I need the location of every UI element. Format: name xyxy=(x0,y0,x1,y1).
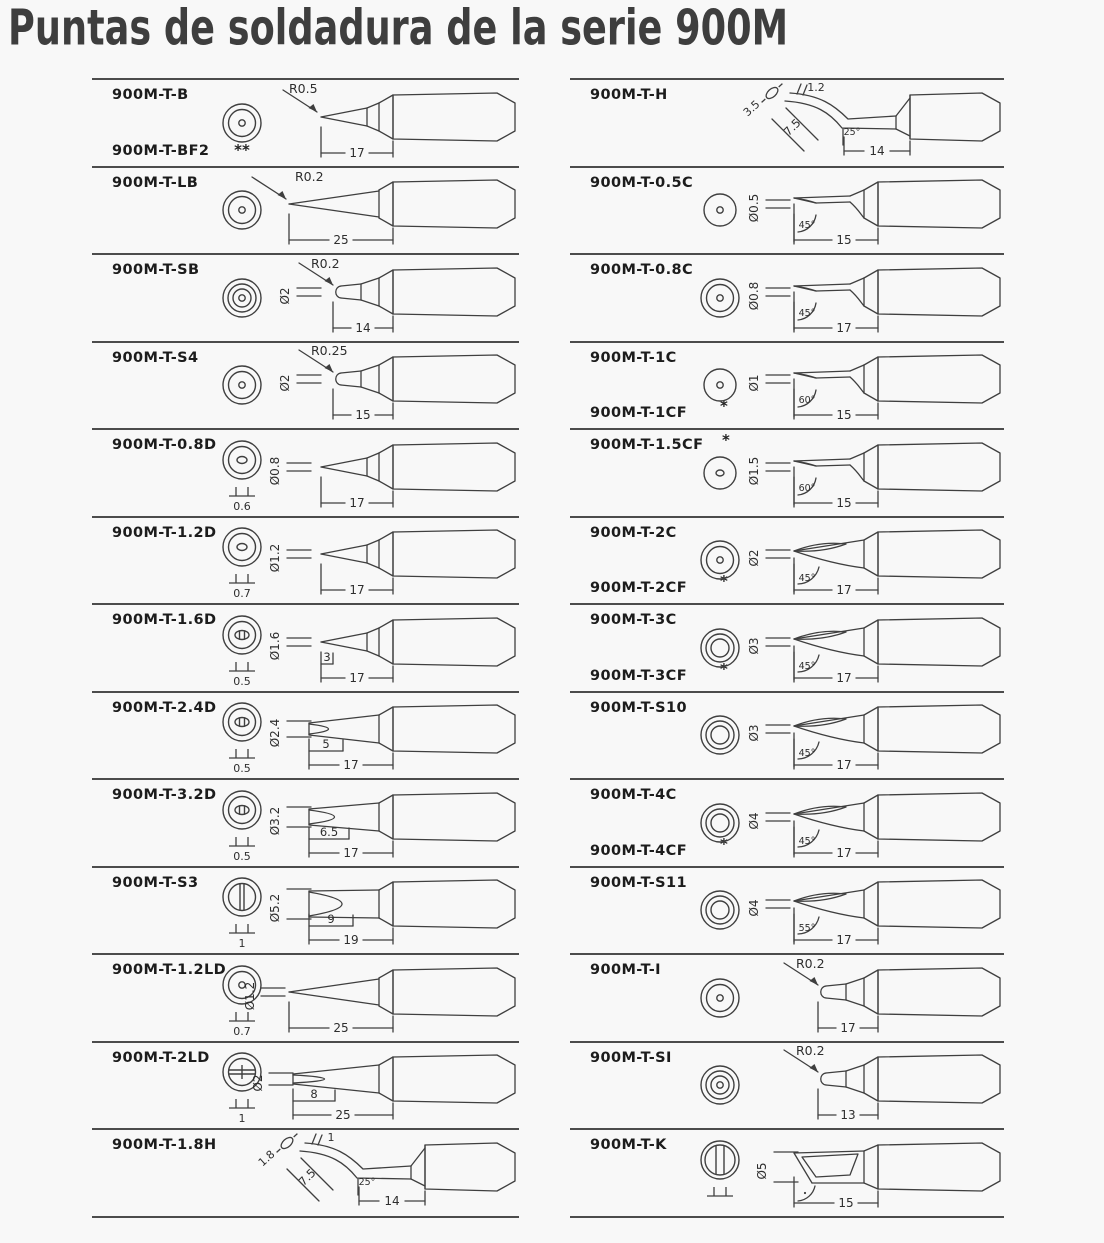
dim-angle: 25° xyxy=(358,1176,376,1188)
dim-tip-diameter: Ø4 xyxy=(747,812,761,830)
tip-side-drawing xyxy=(243,431,517,515)
model-label-2: 900M-T-2CF xyxy=(590,580,687,596)
tip-row xyxy=(570,428,1004,516)
model-label: 900M-T-S10 xyxy=(590,699,687,716)
tip-side-view xyxy=(243,1131,517,1215)
tip-side-view xyxy=(243,781,517,865)
model-label: 900M-T-1.5CF xyxy=(590,437,704,453)
tip-side-view xyxy=(728,431,1002,515)
tip-row xyxy=(570,778,1004,866)
tip-side-drawing xyxy=(728,956,1002,1040)
tip-row xyxy=(92,253,519,341)
tip-side-drawing xyxy=(243,81,517,165)
model-label: 900M-T-2.4D xyxy=(112,699,217,716)
tip-row xyxy=(92,78,519,166)
dim-tip-diameter: Ø1.2 xyxy=(243,981,257,1011)
tip-side-drawing xyxy=(728,606,1002,690)
asterisk-note: * xyxy=(720,659,728,678)
dim-angle: 60° xyxy=(798,395,816,407)
tip-row xyxy=(92,166,519,254)
tip-side-drawing xyxy=(728,1131,1002,1215)
dim-step: 6.5 xyxy=(319,824,339,839)
dim-length: 14 xyxy=(384,1193,400,1208)
tip-side-view xyxy=(728,1043,1002,1127)
asterisk-note: ** xyxy=(234,140,250,159)
tip-row xyxy=(570,953,1004,1041)
model-label-2: 900M-T-BF2 xyxy=(112,142,210,159)
tip-side-view xyxy=(243,431,517,515)
dim-tip-diameter: Ø2 xyxy=(747,549,761,567)
tip-side-view xyxy=(728,693,1002,777)
model-label: 900M-T-0.8C xyxy=(590,262,694,278)
model-label: 900M-T-S11 xyxy=(590,874,687,891)
dim-length: 19 xyxy=(343,933,359,948)
dim-tip-diameter: Ø1.2 xyxy=(268,543,282,573)
dim-tip-diameter: Ø2.4 xyxy=(268,718,282,748)
dim-tip-diameter: Ø1.5 xyxy=(747,456,761,486)
model-label-2: 900M-T-4CF xyxy=(590,842,687,859)
dim-angle: 45° xyxy=(798,835,816,847)
model-label: 900M-T-1.2D xyxy=(112,524,217,541)
dim-ellipse: 3.5 xyxy=(740,97,763,119)
tip-side-view xyxy=(243,256,517,340)
dim-step: 9 xyxy=(327,912,335,927)
tip-side-drawing xyxy=(243,1043,517,1127)
tip-width-dim-value: 0.7 xyxy=(233,587,251,600)
dim-length: 17 xyxy=(349,495,365,510)
tip-width-dim-value: 0.5 xyxy=(233,674,251,687)
dim-length: 17 xyxy=(343,845,359,860)
dim-length: 17 xyxy=(836,583,852,598)
model-label-2: 900M-T-3CF xyxy=(590,667,687,684)
dim-length: 25 xyxy=(333,233,349,248)
model-label: 900M-T-1.8H xyxy=(112,1137,217,1153)
dim-tip-diameter: Ø3.2 xyxy=(268,806,282,836)
model-label: 900M-T-I xyxy=(590,962,661,978)
tip-width-dim-value: 0.6 xyxy=(233,499,251,512)
dim-angle: 45° xyxy=(798,573,816,585)
tip-side-drawing xyxy=(728,168,1002,252)
tip-side-view xyxy=(243,693,517,777)
dim-tip-diameter: Ø4 xyxy=(747,899,761,917)
model-label: 900M-T-B xyxy=(112,87,189,103)
dim-tip-diameter: Ø2 xyxy=(278,374,292,392)
model-label: 900M-T-LB xyxy=(112,174,199,191)
dim-step: 5 xyxy=(322,737,330,752)
tip-row xyxy=(570,1128,1004,1216)
model-label: 900M-T-1.2LD xyxy=(112,962,227,978)
tip-row xyxy=(92,866,519,954)
tip-side-view xyxy=(728,606,1002,690)
tip-row xyxy=(570,166,1004,254)
dim-length: 15 xyxy=(836,408,852,423)
model-label-2: 900M-T-1CF xyxy=(590,405,687,421)
tip-side-view xyxy=(243,518,517,602)
dim-length: 17 xyxy=(343,758,359,773)
tip-side-view xyxy=(728,256,1002,340)
tip-side-drawing xyxy=(243,1131,517,1215)
tip-side-drawing xyxy=(728,518,1002,602)
tip-side-view xyxy=(728,168,1002,252)
tip-side-view xyxy=(243,956,517,1040)
tip-side-drawing xyxy=(728,343,1002,427)
tip-side-view xyxy=(728,1131,1002,1215)
tip-side-drawing xyxy=(243,868,517,952)
tip-row xyxy=(570,603,1004,691)
dim-angle: 45° xyxy=(798,220,816,232)
model-label: 900M-T-3.2D xyxy=(112,787,217,803)
tip-row xyxy=(570,691,1004,779)
dim-angle: 45° xyxy=(798,748,816,760)
tip-side-view xyxy=(243,606,517,690)
tip-row xyxy=(92,428,519,516)
model-label: 900M-T-0.5C xyxy=(590,174,694,191)
tip-row xyxy=(92,778,519,866)
tip-side-drawing xyxy=(728,256,1002,340)
model-label: 900M-T-SB xyxy=(112,262,200,278)
dim-tip-diameter: Ø2 xyxy=(251,1074,265,1092)
dim-radius: R0.2 xyxy=(796,1043,825,1059)
model-label: 900M-T-SI xyxy=(590,1049,672,1066)
tip-side-drawing xyxy=(243,693,517,777)
tip-row xyxy=(570,341,1004,429)
dim-ellipse: 1.8 xyxy=(255,1147,278,1169)
tip-side-drawing xyxy=(243,168,517,252)
tip-row xyxy=(92,603,519,691)
angle-dot xyxy=(804,1192,806,1194)
dim-tip-diameter: Ø3 xyxy=(747,724,761,742)
tip-side-view xyxy=(728,781,1002,865)
tip-side-drawing xyxy=(243,956,517,1040)
dim-step: 8 xyxy=(310,1087,318,1102)
tip-row xyxy=(92,1041,519,1129)
model-label: 900M-T-1C xyxy=(590,349,677,366)
dim-length: 15 xyxy=(838,1195,854,1210)
tip-table-left xyxy=(92,78,519,1218)
leader-arrow xyxy=(278,191,287,199)
tip-width-dim-value: 0.7 xyxy=(233,1024,251,1037)
tip-side-drawing xyxy=(728,781,1002,865)
leader-arrow xyxy=(325,364,334,372)
tip-side-view xyxy=(728,868,1002,952)
tip-width-dim-value: 0.5 xyxy=(233,849,251,862)
tip-side-drawing xyxy=(728,81,1002,165)
dim-segment: 7.5 xyxy=(295,1165,319,1189)
tip-row xyxy=(92,1128,519,1216)
dim-radius: R0.25 xyxy=(311,343,348,359)
dim-radius: R0.5 xyxy=(289,80,318,96)
dim-angle: 55° xyxy=(798,923,816,935)
tip-side-view xyxy=(728,518,1002,602)
dim-tip-diameter: Ø2 xyxy=(278,287,292,305)
model-label: 900M-T-1.6D xyxy=(112,612,217,628)
tip-side-drawing xyxy=(243,606,517,690)
dim-length: 17 xyxy=(349,583,365,598)
dim-tip-width: 1 xyxy=(327,1130,335,1144)
dim-length: 17 xyxy=(349,670,365,685)
dim-tip-diameter: Ø0.8 xyxy=(268,456,282,486)
dim-tip-diameter: Ø1.6 xyxy=(268,631,282,661)
dim-length: 14 xyxy=(355,320,371,335)
tip-side-drawing xyxy=(243,518,517,602)
model-label: 900M-T-S4 xyxy=(112,349,199,366)
model-label: 900M-T-2C xyxy=(590,524,677,541)
leader-arrow xyxy=(810,1064,819,1072)
dim-length: 15 xyxy=(355,408,371,423)
dim-length: 25 xyxy=(333,1020,349,1035)
tip-side-drawing xyxy=(728,868,1002,952)
dim-length: 17 xyxy=(836,320,852,335)
dim-tip-width: 1.2 xyxy=(807,80,825,94)
dim-length: 17 xyxy=(840,1020,856,1035)
model-label: 900M-T-S3 xyxy=(112,874,199,891)
dim-length: 15 xyxy=(836,495,852,510)
tip-side-view xyxy=(728,956,1002,1040)
tip-row xyxy=(570,253,1004,341)
tip-row xyxy=(570,78,1004,166)
dim-radius: R0.2 xyxy=(295,169,324,185)
tip-side-view xyxy=(243,168,517,252)
tip-width-dim-value: 1 xyxy=(238,937,246,950)
dim-length: 25 xyxy=(335,1108,351,1123)
page-title: Puntas de soldadura de la serie 900M xyxy=(8,0,789,58)
leader-arrow xyxy=(309,104,318,112)
dim-length: 17 xyxy=(836,670,852,685)
leader-arrow xyxy=(810,977,819,985)
dim-length: 17 xyxy=(836,933,852,948)
dim-radius: R0.2 xyxy=(796,955,825,971)
tip-row xyxy=(570,516,1004,604)
tip-side-view xyxy=(243,81,517,165)
model-label: 900M-T-2LD xyxy=(112,1049,210,1066)
tip-side-drawing xyxy=(243,343,517,427)
tip-side-drawing xyxy=(728,431,1002,515)
tip-side-view xyxy=(243,343,517,427)
tip-side-drawing xyxy=(728,1043,1002,1127)
model-label: 900M-T-0.8D xyxy=(112,437,217,453)
dim-angle: 45° xyxy=(798,307,816,319)
dim-length: 17 xyxy=(836,845,852,860)
dim-tip-diameter: Ø1 xyxy=(747,374,761,392)
model-label: 900M-T-K xyxy=(590,1137,667,1153)
dim-tip-diameter: Ø5.2 xyxy=(268,893,282,923)
tip-row xyxy=(92,691,519,779)
dim-length: 14 xyxy=(869,143,885,158)
dim-radius: R0.2 xyxy=(311,255,340,271)
tip-side-drawing xyxy=(728,693,1002,777)
dim-tip-diameter: Ø3 xyxy=(747,637,761,655)
tip-row xyxy=(570,1041,1004,1129)
tip-side-view xyxy=(728,343,1002,427)
leader-arrow xyxy=(325,277,334,285)
tip-table-right xyxy=(570,78,1004,1218)
tip-side-view xyxy=(728,81,1002,165)
dim-length: 17 xyxy=(349,145,365,160)
tip-row xyxy=(92,516,519,604)
tip-width-dim-value: 0.5 xyxy=(233,762,251,775)
asterisk-note: * xyxy=(722,431,730,449)
asterisk-note: * xyxy=(720,397,728,415)
model-label: 900M-T-4C xyxy=(590,787,677,803)
dim-length: 17 xyxy=(836,758,852,773)
tip-row xyxy=(92,953,519,1041)
dim-tip-diameter: Ø0.5 xyxy=(747,193,761,223)
dim-angle: 60° xyxy=(798,482,816,494)
dim-angle: 45° xyxy=(798,660,816,672)
dim-length: 13 xyxy=(840,1108,856,1123)
asterisk-note: * xyxy=(720,572,728,590)
tip-row xyxy=(92,341,519,429)
dim-length: 15 xyxy=(836,233,852,248)
dim-tip-diameter: Ø5 xyxy=(755,1162,769,1180)
tip-side-view xyxy=(243,868,517,952)
asterisk-note: * xyxy=(720,834,728,853)
tip-width-dim-value: 1 xyxy=(238,1112,246,1125)
tip-row xyxy=(570,866,1004,954)
tip-side-view xyxy=(243,1043,517,1127)
dim-tip-diameter: Ø0.8 xyxy=(747,281,761,311)
model-label: 900M-T-3C xyxy=(590,612,677,628)
model-label: 900M-T-H xyxy=(590,87,668,103)
tip-side-drawing xyxy=(243,256,517,340)
dim-angle: 25° xyxy=(843,126,861,138)
tip-side-drawing xyxy=(243,781,517,865)
dim-segment: 7.5 xyxy=(780,115,804,139)
dim-step: 3 xyxy=(323,649,331,664)
